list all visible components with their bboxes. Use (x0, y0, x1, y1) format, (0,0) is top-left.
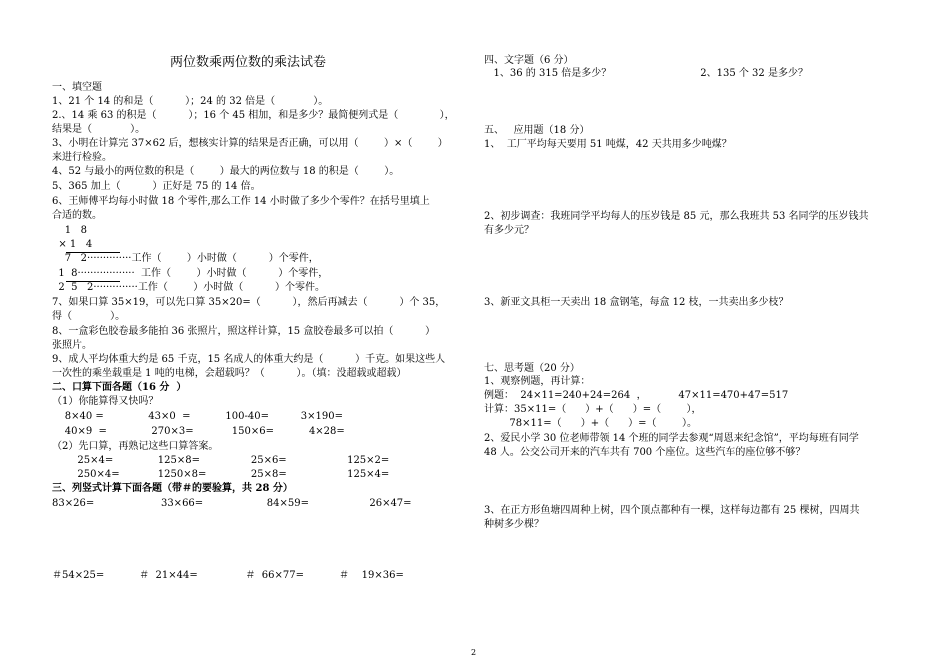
vertical-calc-row-4: 1 8·················· 工作（ ）小时做（ ）个零件， (52, 268, 329, 279)
section-mental-math-heading: 二、口算下面各题（16 分 ） (52, 382, 187, 393)
thinking-question-1-example: 例题： 24×11=240+24=264 ， 47×11=470+47=517 (484, 390, 789, 401)
question-6-line-1: 6、王师傅平均每小时做 18 个零件,那么工作 14 小时做了多少个零件？在括号里填上 (52, 196, 430, 207)
question-9-line-2: 一次性的乘坐载重是 1 吨的电梯，会超载吗？（ ）。（填：没超载或超载） (52, 368, 407, 379)
question-9-line-1: 9、成人平均体重大约是 65 千克，15 名成人的体重大约是（ ）千克。如果这些人 (52, 354, 446, 365)
vertical-calc-row-2: × 1 4 (52, 239, 93, 250)
application-question-2-line-1: 2、初步调查：我班同学平均每人的压岁钱是 85 元，那么我班共 53 名同学的压岁钱共 (484, 211, 869, 222)
mental-math-part-1: （1）你能算得又快吗？ (52, 396, 159, 407)
question-7-line-2: 得（ ）。 (52, 311, 126, 322)
page-number: 2 (471, 648, 477, 657)
mental-math-row-2: 40×9 = 270×3= 150×6= 4×28= (52, 426, 345, 437)
question-5: 5、365 加上（ ）正好是 75 的 14 倍。 (52, 181, 261, 192)
vertical-calc-row-1: 1 8 (52, 225, 87, 236)
application-question-2-line-2: 有多少元？ (484, 225, 534, 236)
mental-math-row-1: 8×40 = 43×0 = 100-40= 3×190= (52, 411, 343, 422)
question-3-line-1: 3、小明在计算完 37×62 后，想核实计算的结果是否正确，可以用（ ）×（ ） (52, 138, 448, 149)
thinking-question-1-calc-2: 78×11=（ ）+（ ）=（ ）。 (484, 418, 697, 429)
question-2-line-1: 2.、14 乘 63 的积是（ ）；16 个 45 相加，和是多少？最简便列式是（ ）， (52, 110, 455, 121)
section-thinking-heading: 七、思考题（20 分） (484, 363, 580, 374)
thinking-question-3-line-2: 种树多少棵？ (484, 519, 544, 530)
mental-math-row-4: 250×4= 1250×8= 25×8= 125×4= (52, 469, 390, 480)
thinking-question-2-line-1: 2、爱民小学 30 位老师带领 14 个班的同学去参观“周恩来纪念馆”，平均每班有同学 (484, 433, 859, 444)
mental-math-row-3: 25×4= 125×8= 25×6= 125×2= (52, 455, 390, 466)
application-question-1: 1、 工厂平均每天要用 51 吨煤，42 天共用多少吨煤？ (484, 139, 732, 150)
question-8-line-2: 张照片。 (52, 340, 92, 351)
section-application-heading: 五、 应用题（18 分） (484, 125, 590, 136)
section-vertical-calc-heading: 三、列竖式计算下面各题（带＃的要验算，共 28 分） (52, 483, 293, 494)
vertical-calc-problems-row-1: 83×26= 33×66= 84×59= 26×47= (52, 498, 412, 509)
thinking-question-1-intro: 1、观察例题，再计算： (484, 376, 591, 387)
section-word-problems-heading: 四、文字题（6 分） (484, 55, 574, 66)
question-3-line-2: 来进行检验。 (52, 152, 112, 163)
thinking-question-3-line-1: 3、在正方形鱼塘四周种上树，四个顶点都种有一棵，这样每边都有 25 棵树，四周共 (484, 505, 860, 516)
question-1: 1、21 个 14 的和是（ ）；24 的 32 倍是（ ）。 (52, 96, 329, 107)
thinking-question-1-calc-1: 计算：35×11=（ ）+（ ）=（ ）， (484, 404, 702, 415)
question-6-line-2: 合适的数。 (52, 210, 102, 221)
page-title: 两位数乘两位数的乘法试卷 (170, 55, 327, 70)
question-4: 4、52 与最小的两位数的积是（ ）最大的两位数与 18 的积是（ ）。 (52, 166, 400, 177)
question-8-line-1: 8、一盒彩色胶卷最多能拍 36 张照片，照这样计算，15 盒胶卷最多可以拍（ ） (52, 326, 436, 337)
vertical-calc-row-3: 7 2··············工作（ ）小时做（ ）个零件， (52, 253, 319, 264)
thinking-question-2-line-2: 48 人。公交公司开来的汽车共有 700 个座位。这些汽车的座位够不够？ (484, 447, 806, 458)
section-fill-blank-heading: 一、填空题 (52, 82, 102, 93)
application-question-3: 3、新亚文具柜一天卖出 18 盒钢笔，每盒 12 枝，一共卖出多少枝？ (484, 297, 789, 308)
question-2-line-2: 结果是（ ）。 (52, 124, 146, 135)
vertical-calc-row-5: 2 5 2··············工作（ ）小时做（ ）个零件。 (52, 282, 326, 293)
mental-math-part-2: （2）先口算，再熟记这些口算答案。 (52, 441, 219, 452)
question-7-line-1: 7、如果口算 35×19，可以先口算 35×20=（ ），然后再减去（ ）个 35， (52, 297, 446, 308)
word-problems-row: 1、36 的 315 倍是多少？ 2、135 个 32 是多少？ (484, 68, 808, 79)
vertical-calc-problems-row-2: ＃54×25= ＃ 21×44= ＃ 66×77= ＃ 19×36= (52, 570, 404, 581)
